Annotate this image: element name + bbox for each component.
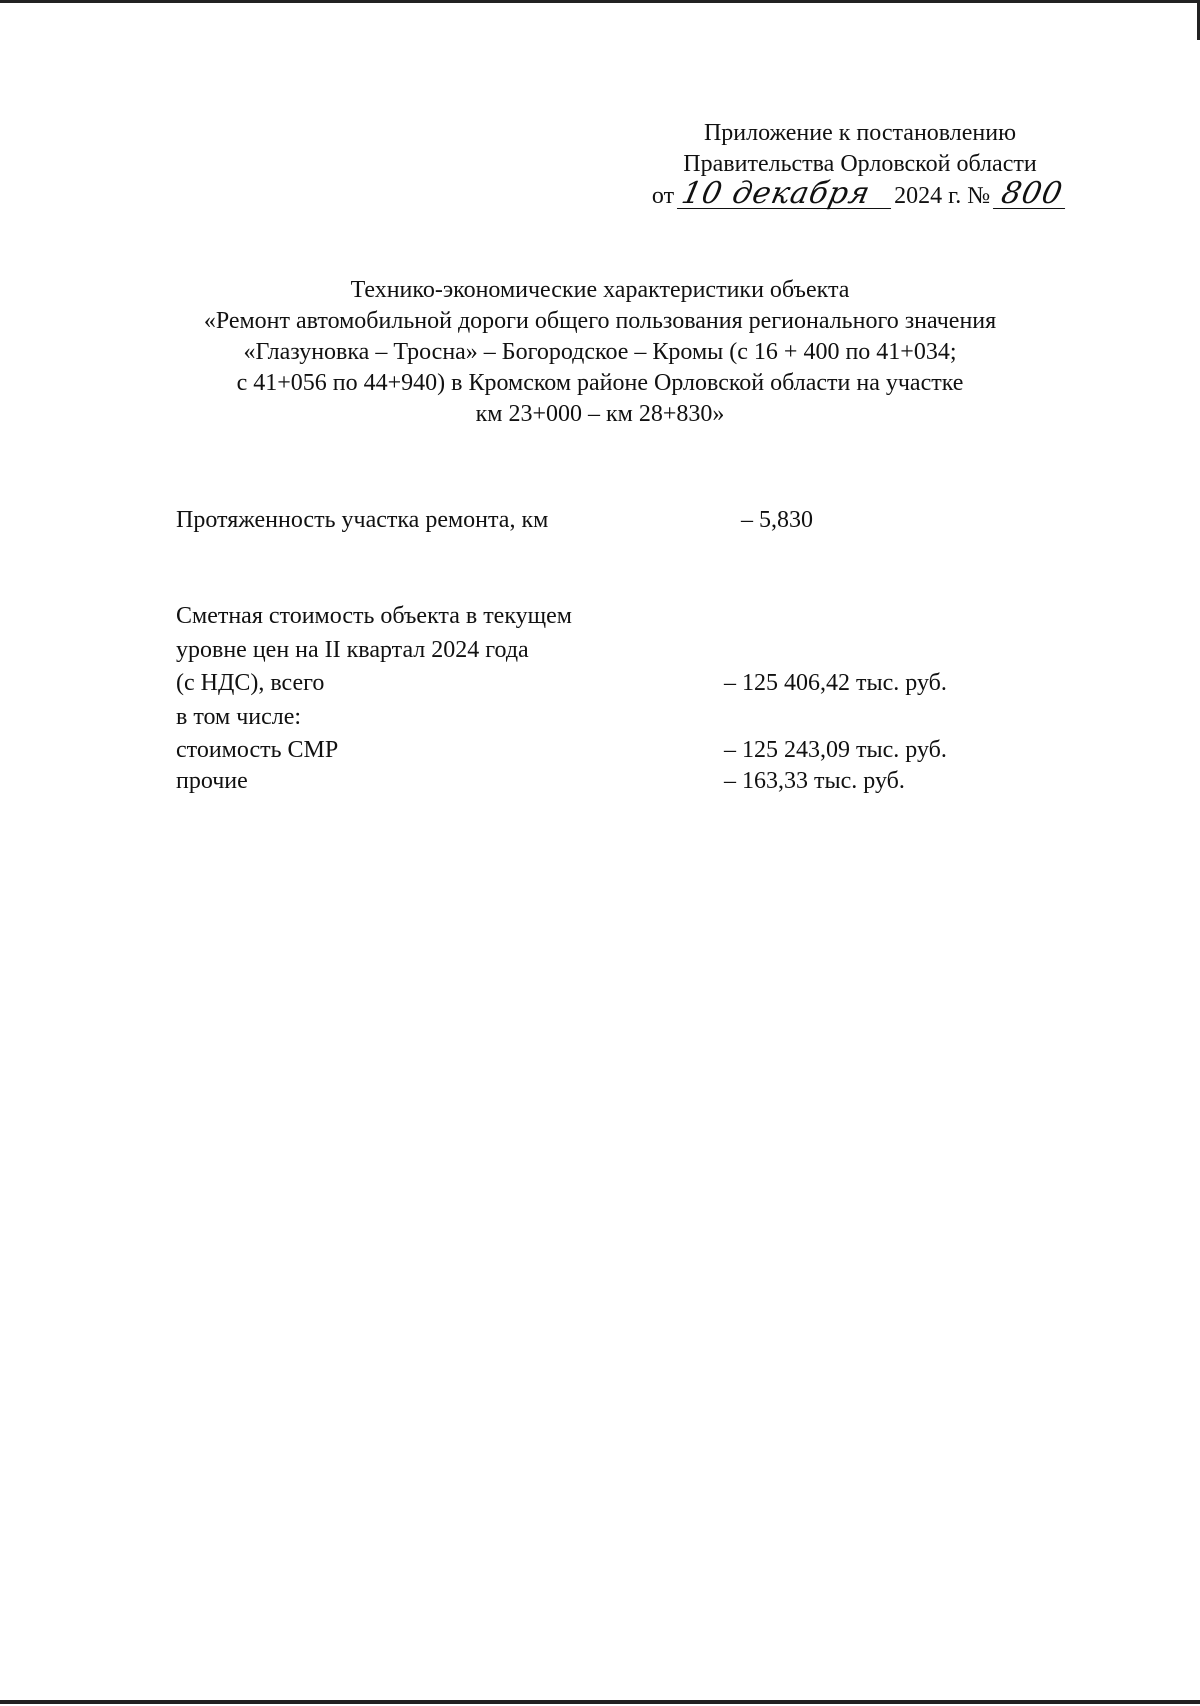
handwritten-number: 800	[993, 180, 1071, 209]
date-prefix: от	[651, 183, 675, 209]
cost-label-line-1: Сметная стоимость объекта в текущем	[176, 603, 572, 629]
length-value: – 5,830	[741, 507, 813, 533]
cost-total-value: – 125 406,42 тыс. руб.	[724, 670, 947, 696]
cost-label-line-3: (с НДС), всего	[176, 670, 325, 696]
appendix-header	[600, 118, 1120, 212]
title-line-4: с 41+056 по 44+940) в Кромском районе Орловской области на участке	[236, 370, 964, 396]
other-label: прочие	[176, 768, 248, 794]
appendix-line-1: Приложение к постановлению	[703, 120, 1017, 146]
title-line-1: Технико-экономические характеристики объекта	[350, 277, 850, 303]
year-text: 2024 г. №	[894, 183, 991, 209]
other-value: – 163,33 тыс. руб.	[724, 768, 905, 794]
scan-edge-bottom	[0, 1700, 1200, 1704]
handwritten-date: 10 декабря	[677, 180, 897, 209]
including-label: в том числе:	[176, 704, 302, 730]
length-label: Протяженность участка ремонта, км	[176, 507, 549, 533]
appendix-line-2: Правительства Орловской области	[683, 151, 1037, 177]
title-line-5: км 23+000 – км 28+830»	[475, 401, 725, 427]
scan-edge-top	[0, 0, 1200, 3]
cost-label-line-2: уровне цен на II квартал 2024 года	[176, 637, 529, 663]
appendix-line-3	[600, 176, 1120, 212]
title-line-2: «Ремонт автомобильной дороги общего пользования регионального значения	[203, 308, 997, 334]
title-line-3: «Глазуновка – Тросна» – Богородское – Кромы (с 16 + 400 по 41+034;	[243, 339, 957, 365]
smr-label: стоимость СМР	[176, 737, 339, 763]
smr-value: – 125 243,09 тыс. руб.	[724, 737, 947, 763]
document-title	[150, 275, 1050, 430]
